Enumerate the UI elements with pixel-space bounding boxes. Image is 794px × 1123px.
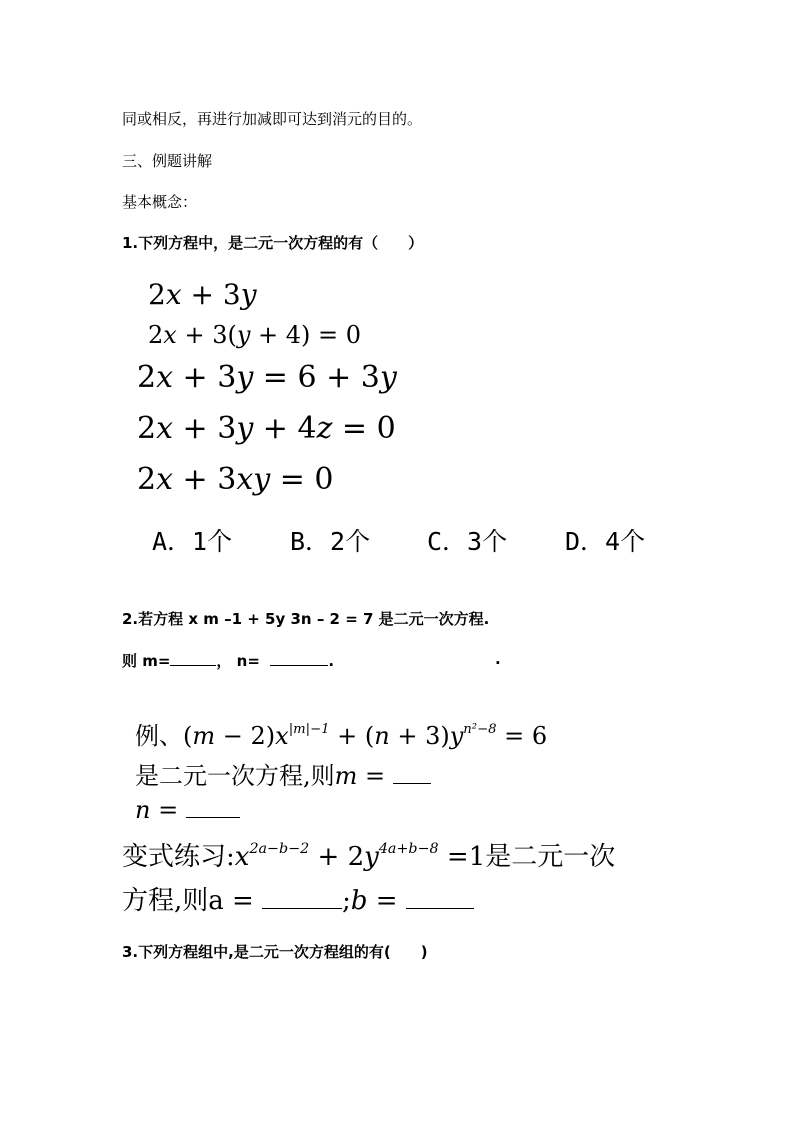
variant-var: x bbox=[234, 842, 250, 872]
variant-line-2 bbox=[122, 880, 474, 917]
eq-var: x bbox=[156, 411, 174, 446]
a-answer-blank[interactable] bbox=[262, 908, 342, 909]
eq-coef: 2 bbox=[148, 321, 164, 349]
eq-op: + 4 bbox=[253, 411, 317, 446]
section-heading: 三、例题讲解 bbox=[122, 152, 213, 170]
question-1-stem: 1.下列方程中，是二元一次方程的有（ ） bbox=[122, 234, 424, 252]
example-line-2 bbox=[135, 756, 431, 791]
option-a[interactable]: A．1个 bbox=[152, 527, 233, 556]
ex-text: 例、( bbox=[135, 722, 193, 750]
eq-var: xy bbox=[236, 462, 271, 497]
eq-var: x bbox=[165, 278, 182, 311]
ex-exponent: |m|−1 bbox=[288, 721, 330, 737]
equation-3 bbox=[137, 360, 397, 395]
question-3-stem: 3.下列方程组中,是二元一次方程组的有( ) bbox=[122, 943, 428, 961]
ex-op: + 3) bbox=[389, 722, 450, 750]
eq-coef: 2 bbox=[137, 411, 157, 446]
m-answer-blank[interactable] bbox=[393, 783, 431, 784]
eq-var: y bbox=[236, 360, 254, 395]
eq-var: z bbox=[316, 411, 333, 446]
eq-op: = 0 bbox=[270, 462, 334, 497]
question-2-answer-line bbox=[122, 650, 334, 671]
variant-var: y bbox=[364, 842, 379, 872]
option-b[interactable]: B．2个 bbox=[290, 527, 371, 556]
variant-var: b bbox=[350, 886, 368, 916]
equation-5 bbox=[137, 462, 333, 497]
eq-var: y bbox=[236, 411, 254, 446]
eq-var: x bbox=[156, 360, 174, 395]
ex-var: n bbox=[135, 796, 151, 824]
b-answer-blank[interactable] bbox=[406, 908, 474, 909]
variant-op: = bbox=[367, 886, 406, 916]
eq-op: = 0 bbox=[332, 411, 396, 446]
ex-op: = 6 bbox=[496, 722, 548, 750]
eq-var: y bbox=[240, 278, 257, 311]
eq-op: + 3( bbox=[176, 321, 237, 349]
paragraph-text: 同或相反，再进行加减即可达到消元的目的。 bbox=[122, 110, 423, 128]
ex-var: m bbox=[334, 762, 358, 790]
stray-dot: . bbox=[495, 650, 501, 668]
eq-var: x bbox=[163, 321, 177, 349]
n-answer-blank[interactable] bbox=[186, 817, 240, 818]
example-line-1 bbox=[135, 716, 547, 751]
m-blank[interactable] bbox=[170, 665, 216, 666]
variant-exponent: 4a+b−8 bbox=[378, 840, 439, 857]
ex-op: = bbox=[150, 796, 186, 824]
ex-var: x bbox=[275, 722, 289, 750]
ex-op: − 2) bbox=[215, 722, 276, 750]
option-d[interactable]: D．4个 bbox=[565, 527, 646, 556]
question-2-stem: 2.若方程 x m –1 + 5y 3n – 2 = 7 是二元一次方程. bbox=[122, 610, 490, 628]
ex-var: y bbox=[449, 722, 464, 750]
variant-exponent: 2a−b−2 bbox=[249, 840, 310, 857]
subheading: 基本概念： bbox=[122, 193, 198, 211]
equation-2 bbox=[148, 321, 361, 349]
eq-op: = 6 + 3 bbox=[253, 360, 380, 395]
eq-op: + 3 bbox=[173, 411, 237, 446]
ex-op: + ( bbox=[329, 722, 375, 750]
eq-coef: 2 bbox=[137, 360, 157, 395]
period: . bbox=[328, 652, 335, 670]
eq-coef: 2 bbox=[148, 278, 166, 311]
variant-text: 变式练习: bbox=[122, 842, 235, 872]
variant-op: ; bbox=[342, 886, 351, 916]
eq-coef: 2 bbox=[137, 462, 157, 497]
equation-4 bbox=[137, 411, 396, 446]
variant-text: =1是二元一次 bbox=[438, 842, 616, 872]
n-label: ， n= bbox=[216, 652, 260, 670]
ex-op: = bbox=[357, 762, 393, 790]
equation-1 bbox=[148, 278, 257, 311]
m-label: 则 m= bbox=[122, 652, 171, 670]
option-c[interactable]: C．3个 bbox=[427, 527, 508, 556]
n-blank[interactable] bbox=[270, 665, 328, 666]
ex-var: m bbox=[192, 722, 216, 750]
eq-var: y bbox=[236, 321, 251, 349]
eq-var: x bbox=[156, 462, 174, 497]
eq-op: + 4) = 0 bbox=[250, 321, 362, 349]
variant-line-1 bbox=[122, 836, 615, 873]
ex-exponent: n²−8 bbox=[463, 721, 497, 737]
eq-op: + 3 bbox=[181, 278, 241, 311]
variant-text: 方程,则a = bbox=[122, 886, 263, 916]
variant-op: + 2 bbox=[309, 842, 365, 872]
eq-var: y bbox=[379, 360, 397, 395]
ex-text: 是二元一次方程,则 bbox=[135, 762, 335, 790]
eq-op: + 3 bbox=[173, 360, 237, 395]
example-line-3 bbox=[135, 796, 240, 824]
eq-op: + 3 bbox=[173, 462, 237, 497]
ex-var: n bbox=[374, 722, 390, 750]
